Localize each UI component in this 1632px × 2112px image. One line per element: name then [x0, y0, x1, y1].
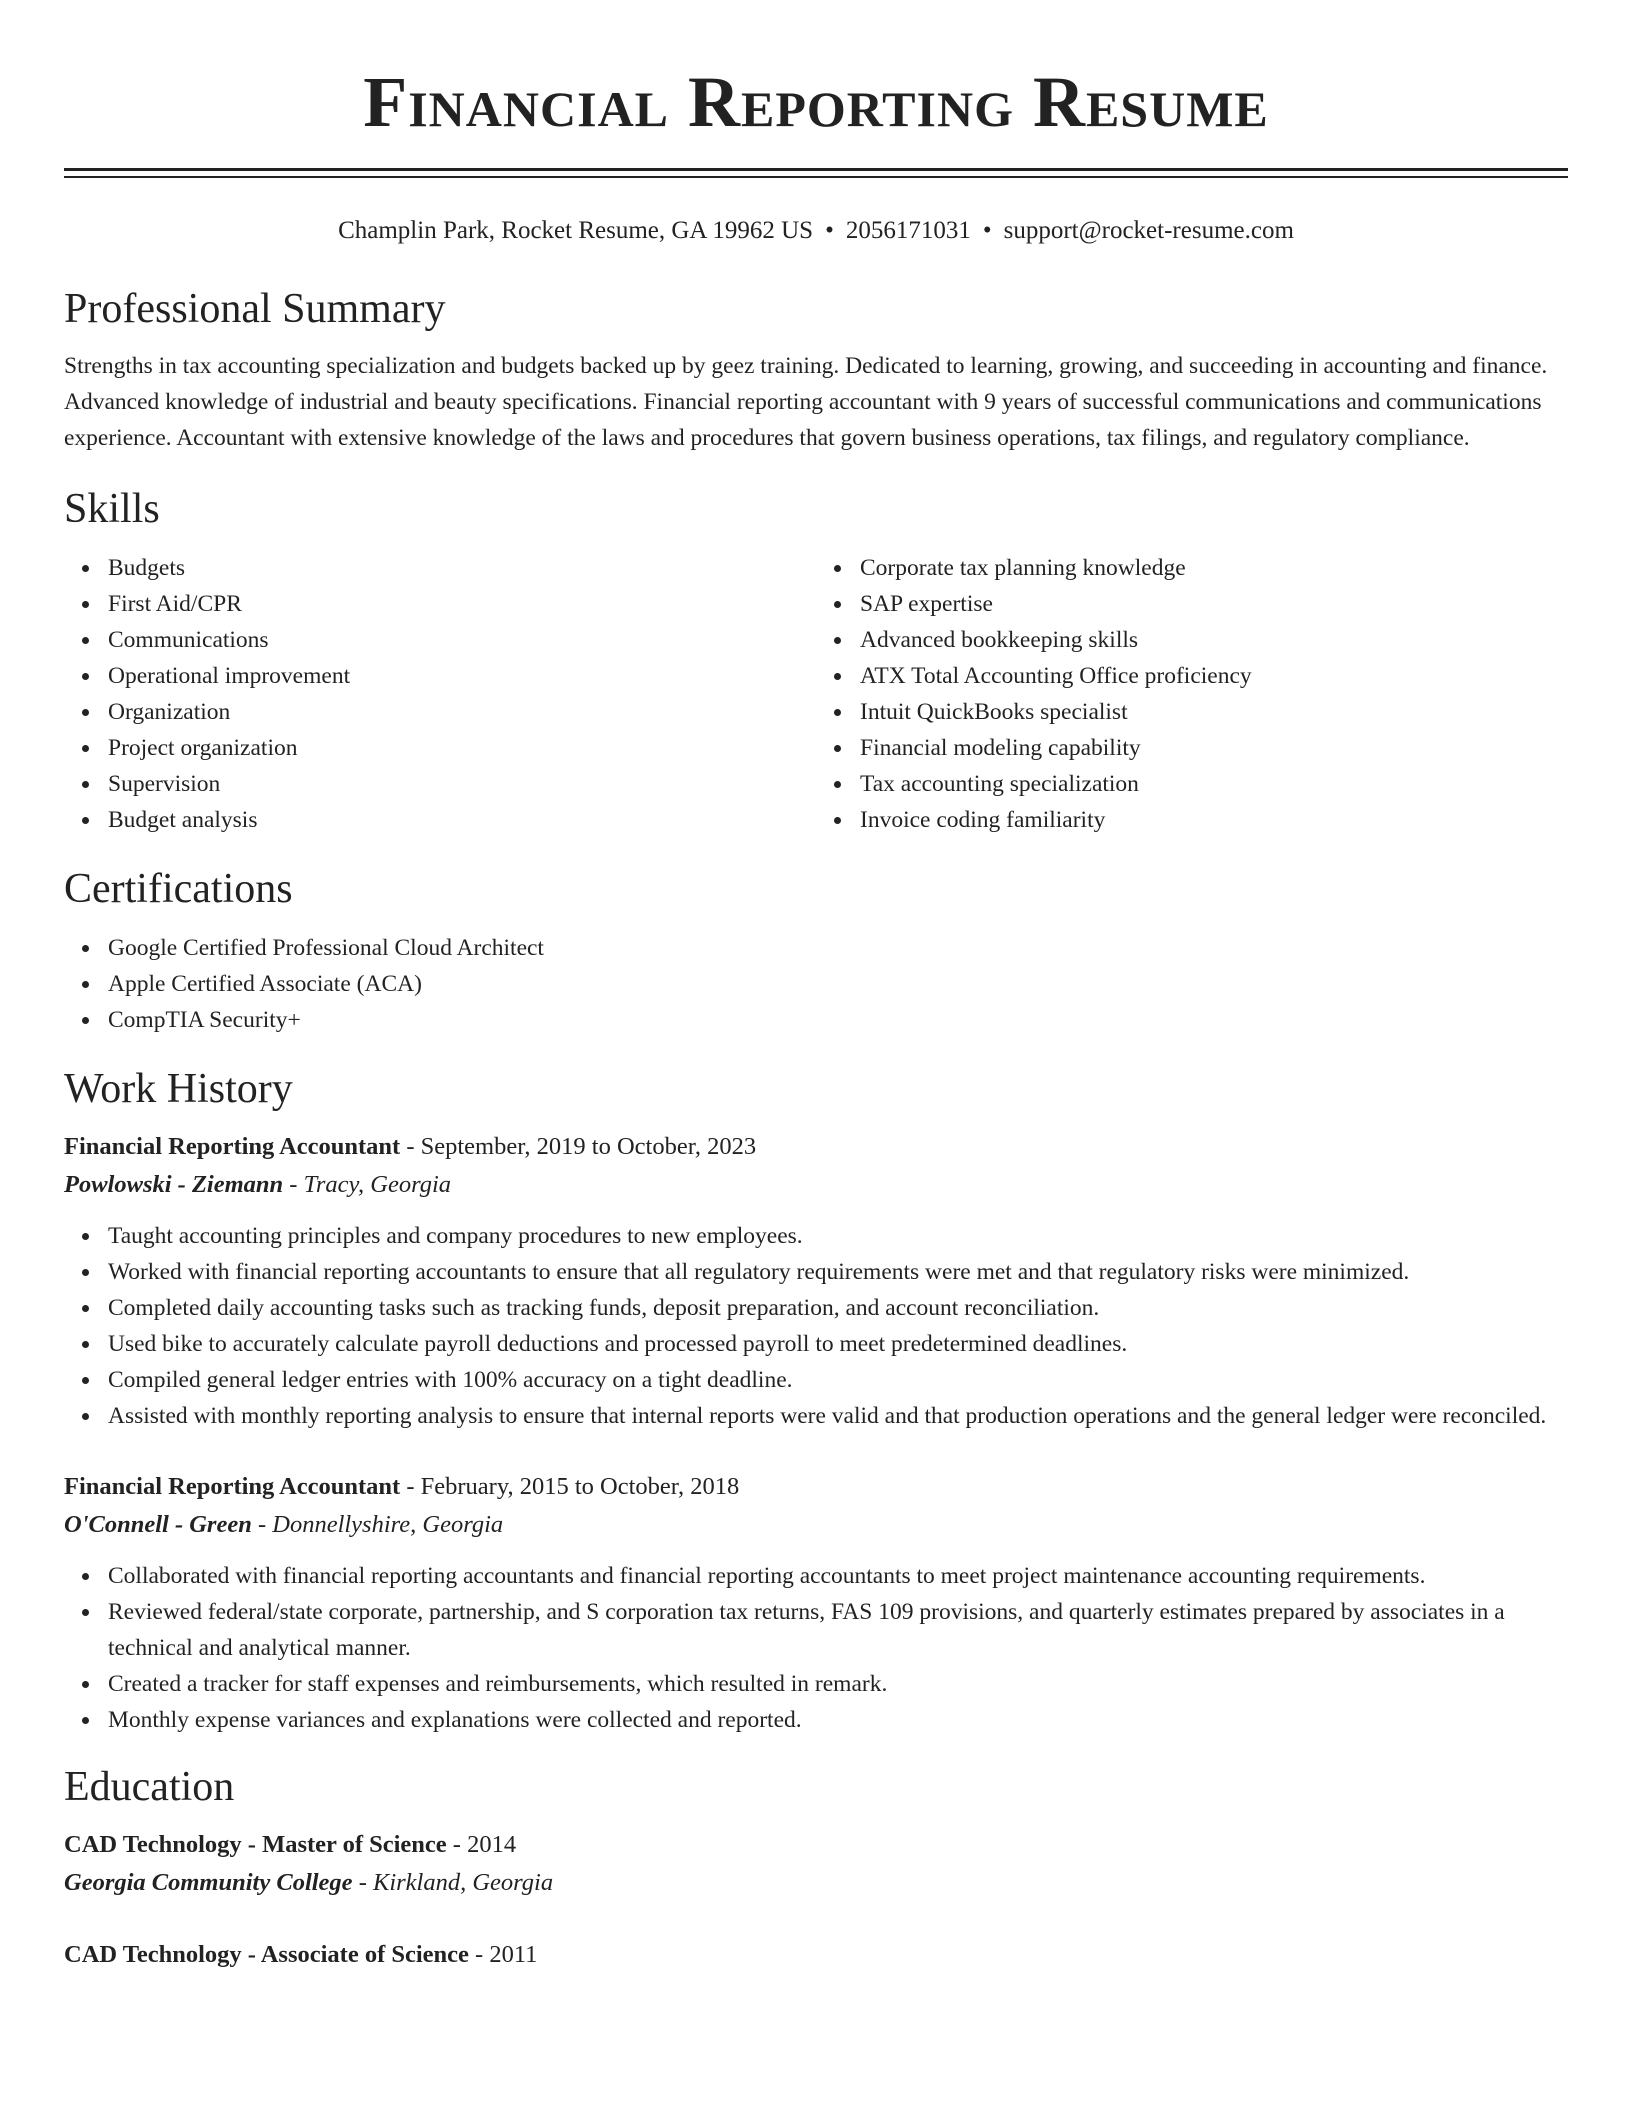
skill-item: Project organization — [108, 730, 816, 766]
job-dates: - February, 2015 to October, 2018 — [400, 1473, 740, 1500]
contact-line — [64, 216, 1568, 246]
contact-address: Champlin Park, Rocket Resume, GA 19962 US — [338, 217, 814, 244]
education-degree-line — [64, 1826, 1568, 1864]
skill-item: Tax accounting specialization — [860, 766, 1568, 802]
education-school: Georgia Community College — [64, 1869, 353, 1896]
skill-item: ATX Total Accounting Office proficiency — [860, 658, 1568, 694]
contact-phone: 2056171031 — [845, 217, 971, 244]
job-title: Financial Reporting Accountant — [64, 1473, 401, 1500]
skills-heading: Skills — [64, 486, 160, 532]
job-company: Powlowski - Ziemann — [64, 1171, 284, 1198]
job-location: - Donnellyshire, Georgia — [251, 1511, 504, 1538]
job-duty-item: Reviewed federal/state corporate, partnership, and S corporation tax returns, FAS 109 provisions, and quarterly estimates prepared by associates in a technical and analytical manner. — [108, 1594, 1568, 1666]
education-year: - 2011 — [468, 1941, 538, 1968]
certifications-list — [64, 930, 1568, 1038]
education-year: - 2014 — [446, 1831, 517, 1858]
job-duty-item: Assisted with monthly reporting analysis to ensure that internal reports were valid and that production operations and the general ledger were reconciled. — [108, 1398, 1568, 1434]
skill-item: Invoice coding familiarity — [860, 802, 1568, 838]
education-school-line — [64, 1864, 1568, 1902]
title-rule-thin — [64, 176, 1568, 178]
job-duty-item: Created a tracker for staff expenses and reimbursements, which resulted in remark. — [108, 1666, 1568, 1702]
contact-email: support@rocket-resume.com — [1003, 217, 1294, 244]
skill-item: Operational improvement — [108, 658, 816, 694]
summary-text: Strengths in tax accounting specialization and budgets backed up by geez training. Dedicated to learning, growing, and succeeding in accounting and finance. Advanced knowledge of industrial and beauty specifications. Financial reporting accountant with 9 years of successful communications and communications experience. Accountant with extensive knowledge of the laws and procedures that govern business operations, tax filings, and regulatory compliance. — [64, 353, 1548, 451]
contact-separator: • — [982, 217, 992, 244]
skill-item: First Aid/CPR — [108, 586, 816, 622]
education-entry — [64, 1826, 1568, 1902]
job-duties-list — [64, 1218, 1568, 1434]
job-duty-item: Completed daily accounting tasks such as tracking funds, deposit preparation, and account reconciliation. — [108, 1290, 1568, 1326]
job-company: O'Connell - Green — [64, 1511, 252, 1538]
work-history-heading: Work History — [64, 1066, 293, 1112]
summary-heading: Professional Summary — [64, 286, 446, 332]
skill-item: Financial modeling capability — [860, 730, 1568, 766]
skill-item: Organization — [108, 694, 816, 730]
education-degree-line — [64, 1936, 1568, 1974]
job-duty-item: Used bike to accurately calculate payroll deductions and processed payroll to meet predetermined deadlines. — [108, 1326, 1568, 1362]
job-entry — [64, 1468, 1568, 1738]
certification-item: Google Certified Professional Cloud Architect — [108, 930, 1568, 966]
certification-item: CompTIA Security+ — [108, 1002, 1568, 1038]
resume-title: Financial Reporting Resume — [363, 62, 1269, 142]
education-degree: CAD Technology - Associate of Science — [64, 1941, 469, 1968]
education-entry — [64, 1936, 1568, 1974]
certifications-heading: Certifications — [64, 866, 293, 912]
job-title: Financial Reporting Accountant — [64, 1133, 401, 1160]
skill-item: Supervision — [108, 766, 816, 802]
job-duties-list — [64, 1558, 1568, 1738]
education-heading: Education — [64, 1764, 235, 1810]
job-header — [64, 1128, 1568, 1166]
job-duty-item: Monthly expense variances and explanations were collected and reported. — [108, 1702, 1568, 1738]
skill-item: Communications — [108, 622, 816, 658]
job-header — [64, 1468, 1568, 1506]
skill-item: Advanced bookkeeping skills — [860, 622, 1568, 658]
job-duty-item: Compiled general ledger entries with 100% accuracy on a tight deadline. — [108, 1362, 1568, 1398]
title-rule-thick — [64, 168, 1568, 171]
education-location: - Kirkland, Georgia — [352, 1869, 554, 1896]
certification-item: Apple Certified Associate (ACA) — [108, 966, 1568, 1002]
job-dates: - September, 2019 to October, 2023 — [400, 1133, 757, 1160]
contact-separator: • — [825, 217, 834, 244]
skills-columns — [64, 550, 1568, 838]
skill-item: Intuit QuickBooks specialist — [860, 694, 1568, 730]
skill-item: Budget analysis — [108, 802, 816, 838]
job-location: - Tracy, Georgia — [283, 1171, 452, 1198]
job-duty-item: Taught accounting principles and company procedures to new employees. — [108, 1218, 1568, 1254]
education-degree: CAD Technology - Master of Science — [64, 1831, 447, 1858]
job-duty-item: Collaborated with financial reporting accountants and financial reporting accountants to meet project maintenance accounting requirements. — [108, 1558, 1568, 1594]
skill-item: SAP expertise — [860, 586, 1568, 622]
skills-list-left — [64, 550, 816, 838]
job-employer — [64, 1506, 1568, 1544]
skills-list-right — [816, 550, 1568, 838]
job-entry — [64, 1128, 1568, 1434]
job-duty-item: Worked with financial reporting accountants to ensure that all regulatory requirements were met and that regulatory risks were minimized. — [108, 1254, 1568, 1290]
skill-item: Corporate tax planning knowledge — [860, 550, 1568, 586]
skill-item: Budgets — [108, 550, 816, 586]
job-employer — [64, 1166, 1568, 1204]
